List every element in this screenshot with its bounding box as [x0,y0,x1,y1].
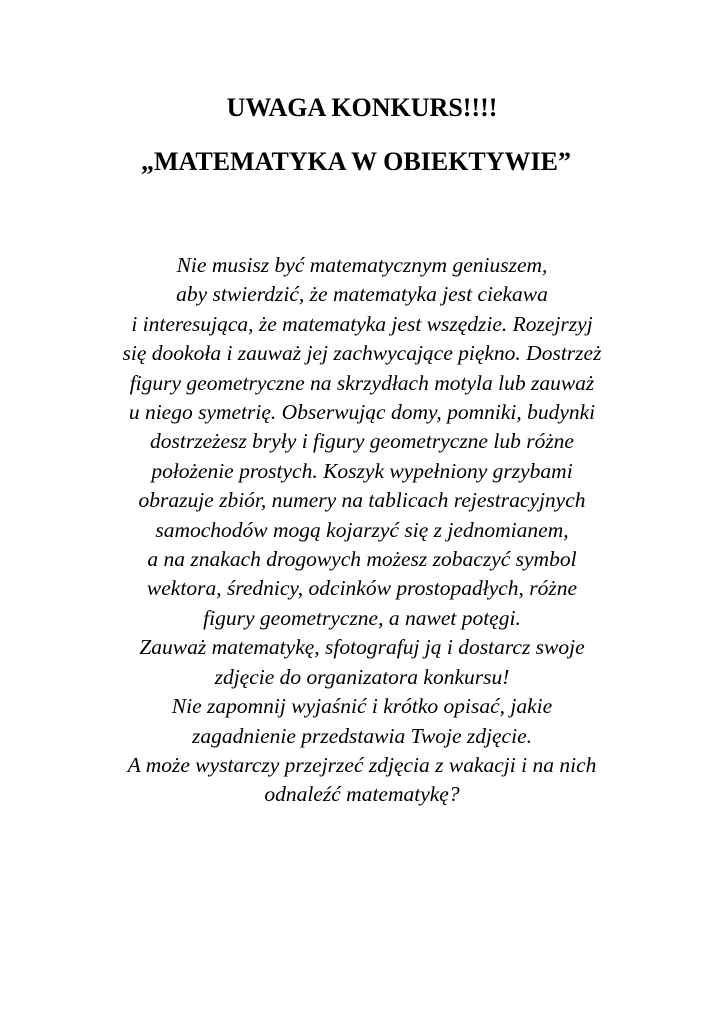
description-line: dostrzeżesz bryły i figury geometryczne lub różne [150,429,574,454]
description-line: odnaleźć matematykę? [264,782,460,807]
contest-title: „MATEMATYKA W OBIEKTYWIE” [140,147,572,176]
description-line: się dookoła i zauważ jej zachwycające piękno. Dostrzeż [122,341,602,366]
description-line: samochodów mogą kojarzyć się z jednomianem, [155,517,569,542]
description-line: u niego symetrię. Obserwując domy, pomniki, budynki [128,400,596,425]
description-line: Nie zapomnij wyjaśnić i krótko opisać, jakie [171,694,553,719]
contest-description [0,251,724,810]
description-line: zdjęcie do organizatora konkursu! [214,664,510,689]
description-line: aby stwierdzić, że matematyka jest ciekawa [176,282,548,307]
description-line: wektora, średnicy, odcinków prostopadłych, różne [146,576,578,601]
contest-announcement-heading: UWAGA KONKURS!!!! [226,93,498,122]
description-line: a na znakach drogowych możesz zobaczyć symbol [147,547,577,572]
description-line: zagadnienie przedstawia Twoje zdjęcie. [192,723,532,748]
description-line: Nie musisz być matematycznym geniuszem, [176,253,548,277]
description-line: obrazuje zbiór, numery na tablicach rejestracyjnych [138,488,586,513]
description-line: położenie prostych. Koszyk wypełniony grzybami [151,458,573,483]
description-line: figury geometryczne na skrzydłach motyla lub zauważ [129,370,595,395]
description-line: figury geometryczne, a nawet potęgi. [203,605,521,630]
description-line: i interesująca, że matematyka jest wszędzie. Rozejrzyj [131,311,593,336]
description-line: A może wystarczy przejrzeć zdjęcia z wakacji i na nich [127,752,597,777]
description-line: Zauważ matematykę, sfotografuj ją i dostarcz swoje [139,635,585,660]
